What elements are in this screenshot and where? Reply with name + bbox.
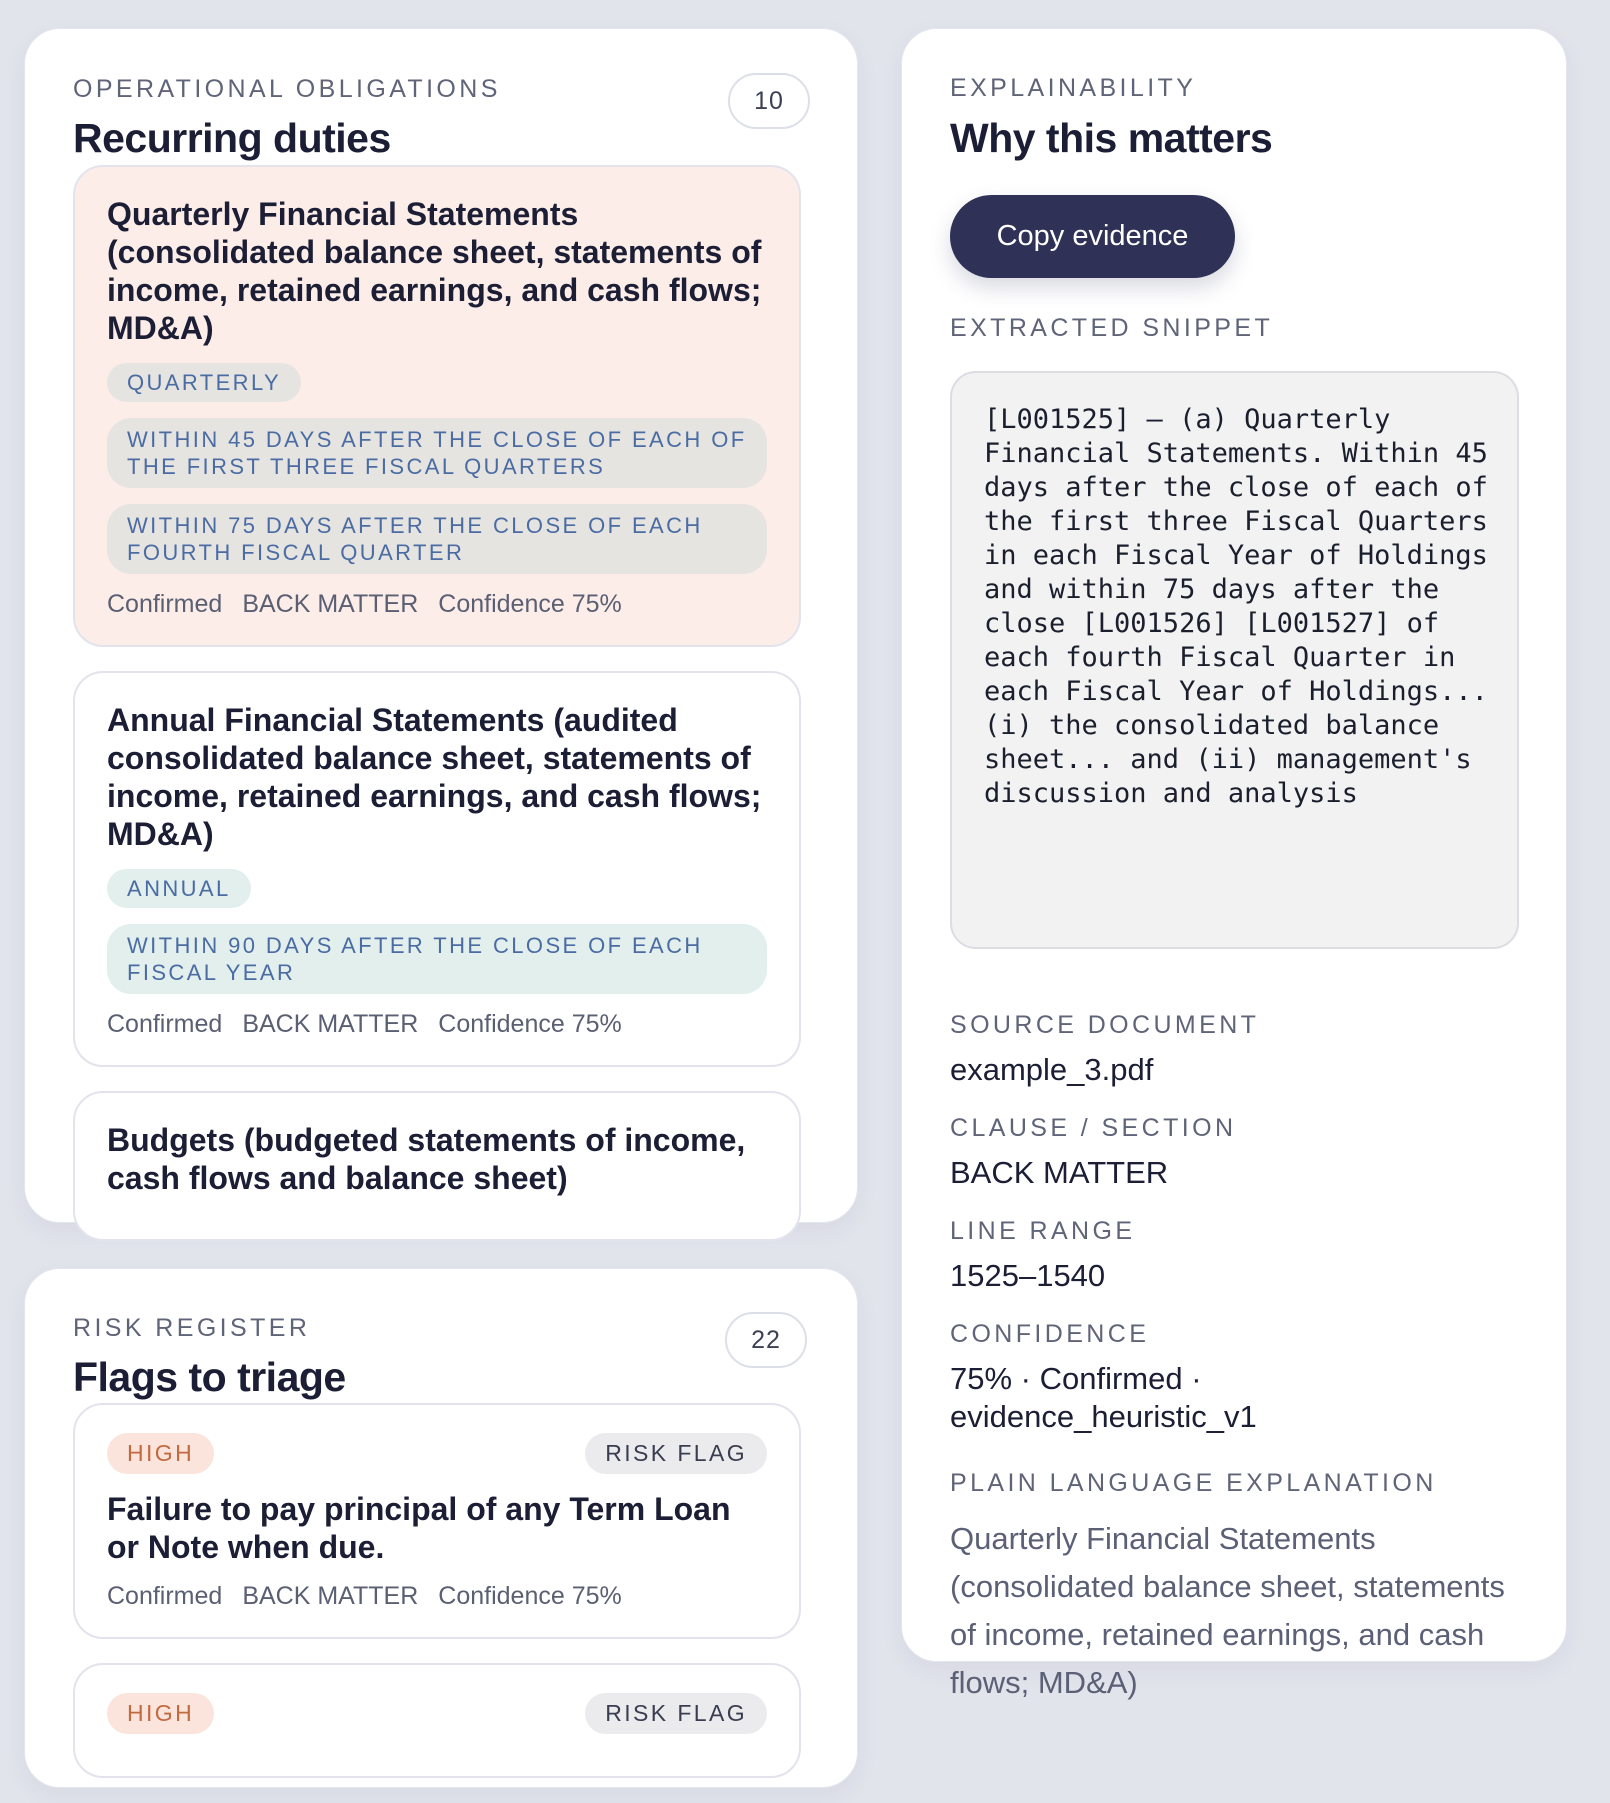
confidence-value: 75% · Confirmed · evidence_heuristic_v1 xyxy=(950,1361,1257,1434)
duties-count-badge: 10 xyxy=(728,73,810,129)
extracted-snippet: [L001525] – (a) Quarterly Financial Statements. Within 45 days after the close of each of the first three Fiscal Quarters in each Fiscal Year of Holdings and within 75 days after the close [L001526] [L001527] of each fourth Fiscal Quarter in each Fiscal Year of Holdings... (i) the consolidated balance sheet... and (ii) management's discussion and analysis xyxy=(950,371,1519,949)
deadline-chip: WITHIN 90 DAYS AFTER THE CLOSE OF EACH FISCAL YEAR xyxy=(107,924,767,994)
clause-label: CLAUSE / SECTION xyxy=(950,1114,1237,1142)
status-text: Confirmed xyxy=(107,1010,223,1038)
range-value: 1525–1540 xyxy=(950,1258,1106,1293)
section-text: BACK MATTER xyxy=(242,590,419,618)
duty-meta xyxy=(107,1010,767,1039)
range-label: LINE RANGE xyxy=(950,1217,1136,1245)
source-value: example_3.pdf xyxy=(950,1052,1154,1087)
confidence-label: CONFIDENCE xyxy=(950,1320,1150,1348)
risk-title: Flags to triage xyxy=(73,1354,346,1400)
duty-meta xyxy=(107,590,767,619)
deadline-chip: WITHIN 45 DAYS AFTER THE CLOSE OF EACH OF THE FIRST THREE FISCAL QUARTERS xyxy=(107,418,767,488)
plain-language-label: PLAIN LANGUAGE EXPLANATION xyxy=(950,1469,1437,1497)
snippet-label: EXTRACTED SNIPPET xyxy=(950,314,1274,342)
duty-card[interactable] xyxy=(73,165,801,647)
duties-list[interactable] xyxy=(73,165,801,1208)
explain-eyebrow: EXPLAINABILITY xyxy=(950,74,1197,102)
risk-list[interactable] xyxy=(73,1403,801,1803)
explain-title: Why this matters xyxy=(950,115,1273,161)
severity-chip: HIGH xyxy=(107,1693,214,1734)
source-label: SOURCE DOCUMENT xyxy=(950,1011,1260,1039)
status-text: Confirmed xyxy=(107,590,223,618)
copy-evidence-button[interactable]: Copy evidence xyxy=(950,195,1235,278)
confidence-text: Confidence 75% xyxy=(438,1010,622,1038)
duty-title: Budgets (budgeted statements of income, cash flows and balance sheet) xyxy=(107,1122,746,1196)
section-text: BACK MATTER xyxy=(242,1010,419,1038)
risk-flag-chip: RISK FLAG xyxy=(585,1433,767,1474)
risk-title-text: Failure to pay principal of any Term Loan or Note when due. xyxy=(107,1491,731,1565)
risk-register-panel xyxy=(24,1268,858,1788)
section-text: BACK MATTER xyxy=(242,1582,419,1610)
risk-meta xyxy=(107,1582,767,1611)
frequency-chip: ANNUAL xyxy=(107,869,251,908)
duty-title: Annual Financial Statements (audited consolidated balance sheet, statements of income, retained earnings, and cash flows; MD&A) xyxy=(107,702,762,852)
confidence-text: Confidence 75% xyxy=(438,590,622,618)
clause-value: BACK MATTER xyxy=(950,1155,1169,1190)
duties-title: Recurring duties xyxy=(73,115,391,161)
plain-language-text: Quarterly Financial Statements (consolidated balance sheet, statements of income, retained earnings, and cash flows; MD&A) xyxy=(950,1521,1505,1700)
confidence-text: Confidence 75% xyxy=(438,1582,622,1610)
status-text: Confirmed xyxy=(107,1582,223,1610)
duty-card[interactable] xyxy=(73,671,801,1067)
risk-card[interactable] xyxy=(73,1403,801,1639)
duties-eyebrow: OPERATIONAL OBLIGATIONS xyxy=(73,75,501,103)
risk-flag-chip: RISK FLAG xyxy=(585,1693,767,1734)
risk-card[interactable] xyxy=(73,1663,801,1778)
recurring-duties-panel xyxy=(24,28,858,1223)
severity-chip: HIGH xyxy=(107,1433,214,1474)
deadline-chip: WITHIN 75 DAYS AFTER THE CLOSE OF EACH FOURTH FISCAL QUARTER xyxy=(107,504,767,574)
duty-card[interactable] xyxy=(73,1091,801,1241)
explainability-panel xyxy=(901,28,1567,1700)
frequency-chip: QUARTERLY xyxy=(107,363,301,402)
duty-title: Quarterly Financial Statements (consolidated balance sheet, statements of income, retained earnings, and cash flows; MD&A) xyxy=(107,196,762,346)
risk-eyebrow: RISK REGISTER xyxy=(73,1314,311,1342)
risk-count-badge: 22 xyxy=(725,1312,807,1368)
